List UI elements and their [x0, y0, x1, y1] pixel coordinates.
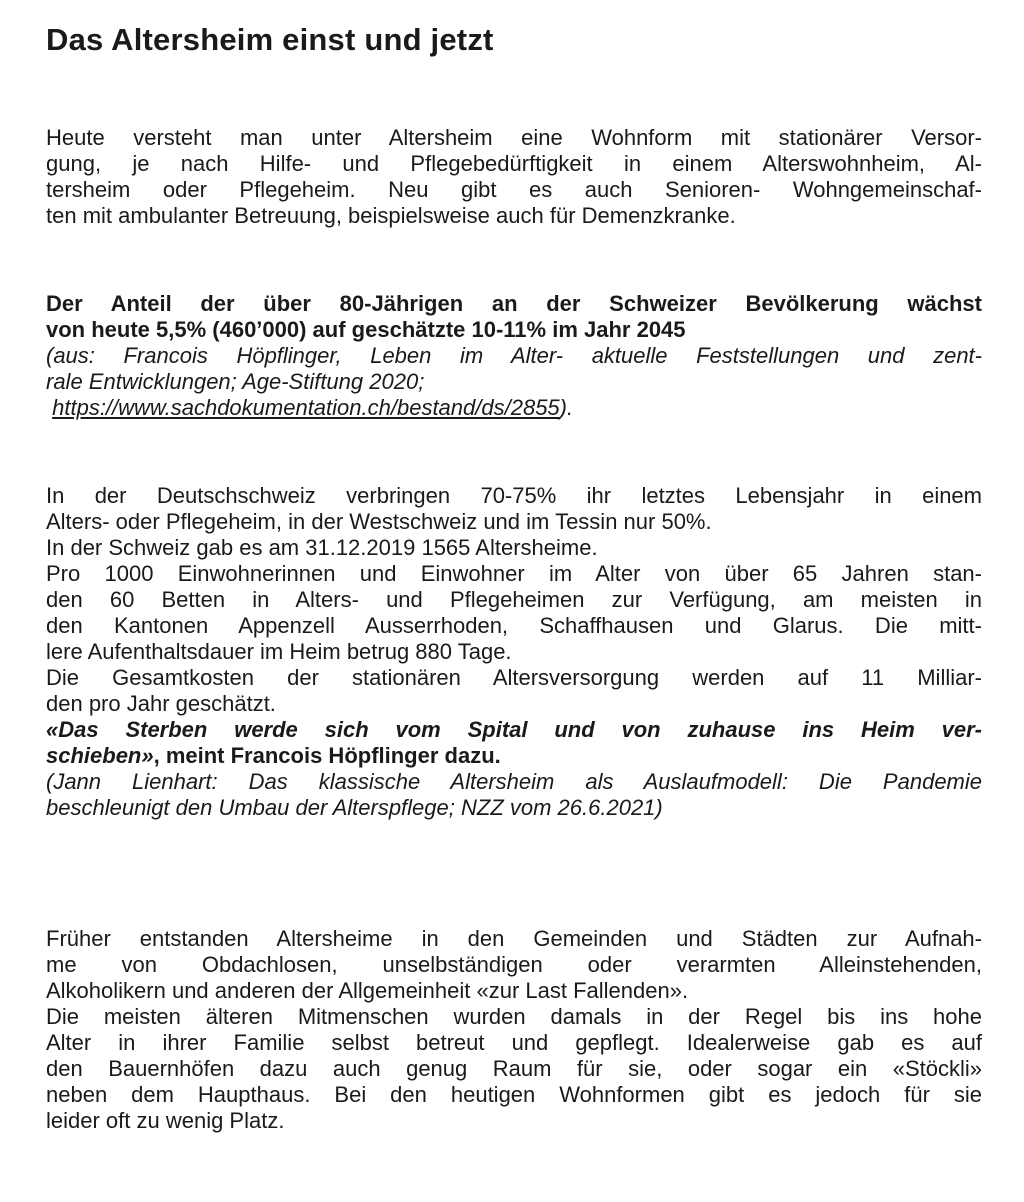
- source-line: rale Entwicklungen; Age-Stiftung 2020;: [46, 369, 425, 394]
- text-line: den pro Jahr geschätzt.: [46, 691, 276, 716]
- text-line: me von Obdachlosen, unselbständigen oder verarmten Alleinstehenden,: [46, 952, 982, 977]
- highlight-line: Der Anteil der über 80-Jährigen an der Schweizer Bevölkerung wächst: [46, 291, 982, 316]
- text-line: tersheim oder Pflegeheim. Neu gibt es auch Senioren- Wohngemeinschaf-: [46, 177, 982, 202]
- text-line: Alters- oder Pflegeheim, in der Westschweiz und im Tessin nur 50%.: [46, 509, 712, 534]
- facts-paragraph: [46, 483, 982, 821]
- page-title: Das Altersheim einst und jetzt: [46, 22, 494, 57]
- text-line: Heute versteht man unter Altersheim eine Wohnform mit stationärer Versor-: [46, 125, 982, 150]
- text-line: leider oft zu wenig Platz.: [46, 1108, 285, 1133]
- quote-attribution: , meint Francois Höpflinger dazu.: [153, 743, 501, 768]
- text-line: Die meisten älteren Mitmenschen wurden damals in der Regel bis ins hohe: [46, 1004, 982, 1029]
- text-line: Alter in ihrer Familie selbst betreut und gepflegt. Idealerweise gab es auf: [46, 1030, 982, 1055]
- quote-line: [46, 743, 982, 769]
- highlight-line: von heute 5,5% (460’000) auf geschätzte 10-11% im Jahr 2045: [46, 317, 686, 342]
- text-line: neben dem Haupthaus. Bei den heutigen Wohnformen gibt es jedoch für sie: [46, 1082, 982, 1107]
- text-line: lere Aufenthaltsdauer im Heim betrug 880 Tage.: [46, 639, 512, 664]
- statistic-paragraph: [46, 291, 982, 421]
- text-line: den 60 Betten in Alters- und Pflegeheimen zur Verfügung, am meisten in: [46, 587, 982, 612]
- text-line: Früher entstanden Altersheime in den Gemeinden und Städten zur Aufnah-: [46, 926, 982, 951]
- intro-paragraph: [46, 125, 982, 229]
- text-line: ten mit ambulanter Betreuung, beispielsweise auch für Demenzkranke.: [46, 203, 736, 228]
- source-link[interactable]: https://www.sachdokumentation.ch/bestand/ds/2855: [52, 395, 560, 420]
- source-link-line: [46, 395, 982, 421]
- history-paragraph: [46, 926, 982, 1134]
- text-line: In der Schweiz gab es am 31.12.2019 1565 Altersheime.: [46, 535, 598, 560]
- text-line: den Bauernhöfen dazu auch genug Raum für sie, oder sogar ein «Stöckli»: [46, 1056, 982, 1081]
- text-line: gung, je nach Hilfe- und Pflegebedürftigkeit in einem Alterswohnheim, Al-: [46, 151, 982, 176]
- text-line: den Kantonen Appenzell Ausserrhoden, Schaffhausen und Glarus. Die mitt-: [46, 613, 982, 638]
- source-line: (Jann Lienhart: Das klassische Altersheim als Auslaufmodell: Die Pandemie: [46, 769, 982, 794]
- quote-end: schieben»: [46, 743, 154, 768]
- source-line: (aus: Francois Höpflinger, Leben im Alter- aktuelle Feststellungen und zent-: [46, 343, 982, 368]
- link-suffix: ).: [559, 395, 574, 420]
- text-line: Die Gesamtkosten der stationären Altersversorgung werden auf 11 Milliar-: [46, 665, 982, 690]
- text-line: Alkoholikern und anderen der Allgemeinheit «zur Last Fallenden».: [46, 978, 689, 1003]
- source-line: beschleunigt den Umbau der Alterspflege; NZZ vom 26.6.2021): [46, 795, 663, 820]
- text-line: In der Deutschschweiz verbringen 70-75% ihr letztes Lebensjahr in einem: [46, 483, 982, 508]
- text-line: Pro 1000 Einwohnerinnen und Einwohner im Alter von über 65 Jahren stan-: [46, 561, 982, 586]
- quote-line: «Das Sterben werde sich vom Spital und von zuhause ins Heim ver-: [46, 717, 982, 742]
